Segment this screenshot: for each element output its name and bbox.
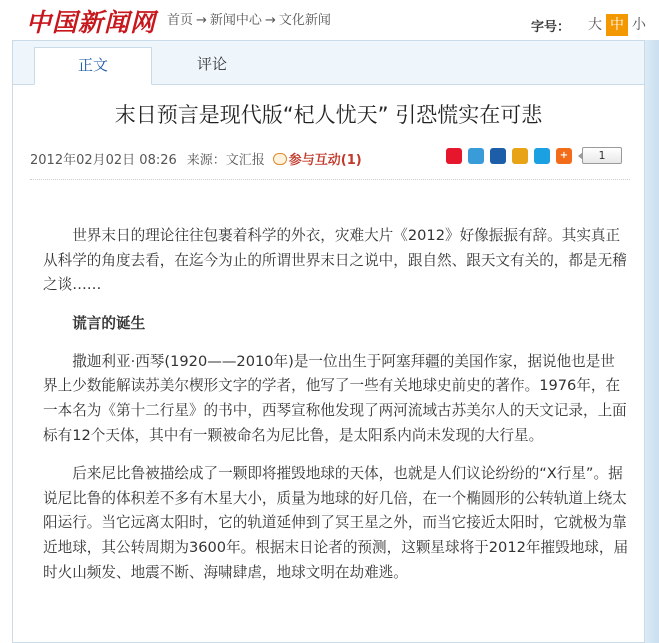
interact-label: 参与互动(1) [288, 153, 362, 168]
tencent-weibo-icon[interactable] [468, 148, 484, 164]
more-share-icon[interactable]: + [556, 148, 572, 164]
breadcrumb-culture-news[interactable]: 文化新闻 [278, 13, 331, 28]
font-size-label: 字号： [531, 19, 571, 35]
kaixin-icon[interactable] [512, 148, 528, 164]
font-size-large[interactable]: 大 [588, 17, 603, 33]
font-size-medium[interactable]: 中 [606, 14, 628, 36]
comment-bubble-icon [273, 153, 287, 165]
article-paragraph: 世界末日的理论往往包裹着科学的外衣，灾难大片《2012》好像振振有辞。其实真正从科学的角度去看，在迄今为止的所谓世界末日之说中，跟自然、跟天文有关的，都是无稽之谈…… [43, 227, 627, 294]
renren-icon[interactable] [490, 148, 506, 164]
article-body [43, 224, 629, 599]
share-bar [446, 147, 622, 164]
meta-divider [30, 179, 630, 180]
breadcrumb-separator: → [196, 13, 207, 28]
font-size-switcher [531, 14, 650, 36]
qzone-icon[interactable] [534, 148, 550, 164]
font-size-small[interactable]: 小 [632, 17, 647, 33]
interact-link[interactable] [273, 149, 362, 168]
breadcrumb-news-center[interactable]: 新闻中心 [209, 13, 262, 28]
tab-comments[interactable]: 评论 [196, 55, 227, 73]
article-subheading: 谎言的诞生 [72, 314, 146, 332]
header [0, 0, 659, 40]
article-panel [12, 40, 645, 643]
site-logo[interactable]: 中国新闻网 [26, 8, 157, 37]
tab-article-body[interactable]: 正文 [34, 47, 152, 85]
sina-weibo-icon[interactable] [446, 148, 462, 164]
share-count: 1 [582, 147, 622, 164]
publish-date: 2012年02月02日 08:26 [30, 153, 177, 168]
article-source: 来源：文汇报 [186, 153, 265, 168]
page-edge-strip [645, 40, 659, 643]
article-paragraph: 撒迦利亚·西琴(1920——2010年)是一位出生于阿塞拜疆的美国作家，据说他也是世界上少数能解读苏美尔楔形文字的学者，他写了一些有关地球史前史的著作。1976年，在一本名为《第十二行星》的书中，西琴宣称他发现了两河流域古苏美尔人的天文记录，上面标有12个天体，其中有一颗被命名为尼比鲁，是太阳系内尚未发现的大行星。 [43, 352, 627, 444]
tab-bar [13, 41, 644, 85]
article-paragraph: 后来尼比鲁被描绘成了一颗即将摧毁地球的天体，也就是人们议论纷纷的“X行星”。据说尼比鲁的体积差不多有木星大小，质量为地球的好几倍，在一个椭圆形的公转轨道上绕太阳运行。当它远离太阳时，它的轨道延伸到了冥王星之外，而当它接近太阳时，它就极为靠近地球，其公转周期为3600年。根据末日论者的预测，这颗星球将于2012年摧毁地球，届时火山频发、地震不断、海啸肆虐，地球文明在劫难逃。 [43, 465, 629, 581]
breadcrumb-separator: → [264, 13, 276, 28]
breadcrumb-home[interactable]: 首页 [167, 13, 194, 28]
breadcrumb [167, 9, 331, 28]
article-meta [30, 149, 362, 168]
article-title: 末日预言是现代版“杞人忧天” 引恐慌实在可悲 [114, 103, 543, 127]
